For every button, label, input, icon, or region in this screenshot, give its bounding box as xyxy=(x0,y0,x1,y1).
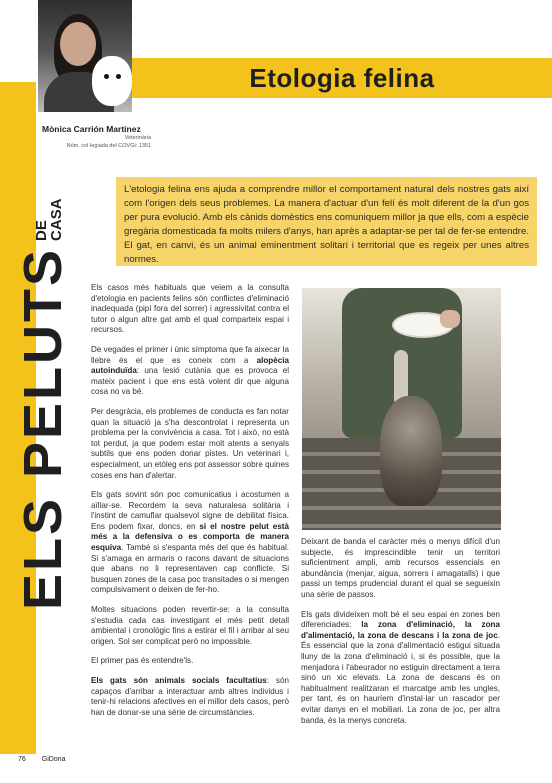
author-photo xyxy=(38,0,132,112)
section-title-small-top: DE xyxy=(33,220,50,241)
bold-text: Els gats són animals socials facultatius xyxy=(91,676,267,685)
text-run: : són capaços d'arribar a interactuar amb altres individus i tenir-hi relacions afectives en el millor dels casos, però han de donar-se una sèrie de circumstàncies. xyxy=(91,676,289,717)
author-face xyxy=(60,22,96,66)
lead-paragraph: L'etologia felina ens ajuda a comprendre millor el comportament natural dels nostres gats així com l'origen dels seus problemes. La manera d'actuar d'un felí és molt diferent de la d'un gos per pura evolució. Amb els cànids domèstics ens comuniquem millor ja que ells, com a espècie gregària domesticada fa molts milers d'anys, han après a adaptar-se per tal de fer-se entendre. El gat, en canvi, és un animal eminentment solitari i territorial que es regeix per unes altres normes. xyxy=(116,177,537,266)
paragraph: Deixant de banda el caràcter més o menys difícil d'un subjecte, és imprescindible tenir un territori suficientment ampli, amb recursos essencials en abundància (menjar, aigua, sorrers i amagatalls) i que passi un temps prudencial durant el qual se segueixin una sèrie de passos. xyxy=(301,537,500,599)
paragraph: Els casos més habituals que veiem a la consulta d'etologia en pacients felins són conflictes d'eliminació inadequada (pipí fora del sorrer) i agressivitat contra el tutor o algun altre gat amb el qual comparteix espai i recursos. xyxy=(91,283,289,335)
text-run: De vegades el primer i únic símptoma que fa aixecar la llebre és el que es coneix com a xyxy=(91,344,289,365)
cat xyxy=(380,396,442,506)
dog-eye xyxy=(104,74,109,79)
person-hand xyxy=(440,310,460,328)
dog-in-photo xyxy=(92,56,132,106)
dog-eye xyxy=(116,74,121,79)
text-run: . També si s'espanta més del que és habitual. Si s'amaga en armaris o racons davant de situacions que abans no li representaven cap conflicte. Si busquen zones de la casa poc transitades o si mengen compulsivament o deixen de fer-ho. xyxy=(91,543,289,595)
article-title: Etologia felina xyxy=(249,62,435,93)
text-run: . És essencial que la zona d'alimentació estigui situada lluny de la zona d'eliminació i, si és possible, que la menjadora i l'abeurador no estiguin directament a terra sinó un xic elevats. La zona de descans és on habitualment realitzaran el marcatge amb les ungles, per tant, és on hauríem d'instal·lar un rascador per evitar danys en el mobiliari. La zona de joc, per altra banda, és la menys concreta. xyxy=(301,630,500,725)
magazine-name: GiDona xyxy=(41,756,66,763)
paragraph xyxy=(91,676,289,718)
text-run: : una lesió cutània que es provoca el mateix pacient i que ens està volent dir que alguna cosa no va bé. xyxy=(91,366,289,397)
author-registration: Núm. col·legiada del COVGi: 1351 xyxy=(66,143,151,150)
body-column-left xyxy=(91,283,289,727)
cat-photo xyxy=(302,288,501,530)
text-run: Els gats divideixen molt bé el seu espai en zones ben diferenciades: xyxy=(301,609,500,630)
section-title-small xyxy=(34,198,64,241)
section-title-main: ELS PELUTS xyxy=(13,246,73,610)
paragraph xyxy=(91,490,289,596)
section-title xyxy=(10,198,73,610)
page-number: 76 xyxy=(18,756,26,763)
author-name: Mònica Carrión Martínez xyxy=(42,124,141,134)
bold-text: la zona d'eliminació, la zona d'alimentació, la zona de descans i la zona de joc xyxy=(301,620,500,640)
article-title-bar xyxy=(132,58,552,98)
author-role: Veterinària xyxy=(124,135,151,141)
text-run: Els gats sovint són poc comunicatius i acostumen a aïllar-se. Recordem la seva naturalesa solitària i l'instint de camuflar qualsevol signe de debilitat física. Ens podem fixar, doncs, en xyxy=(91,490,289,531)
paragraph: Per desgràcia, els problemes de conducta es fan notar quan la situació ja s'ha descontrolat i representa un problema per la convivència a casa. Tot i això, no està tot perdut, ja que podem estar molt atents a senyals subtils que ens poden donar pistes. Un veterinari i, especialment, un etòleg ens pot assessor sobre quines coses ens han d'alertar. xyxy=(91,406,289,480)
author-block xyxy=(42,124,222,151)
paragraph xyxy=(91,345,289,398)
paragraph xyxy=(301,610,500,727)
bold-text: si el nostre pelut està més a la defensiva o es comporta de manera esquiva xyxy=(91,521,289,553)
paragraph: Moltes situacions poden revertir-se: a la consulta s'estudia cada cas investigant el més petit detall ambiental i cronològic fins a estirar el fil i arribar al seu origen. Sol ser complicat però no impossible. xyxy=(91,605,289,646)
page-footer xyxy=(18,756,79,763)
bold-text: alopècia autoinduïda xyxy=(91,355,289,376)
section-title-small-bottom: CASA xyxy=(48,198,65,241)
body-column-right xyxy=(301,537,500,735)
paragraph: El primer pas és entendre'ls. xyxy=(91,656,194,666)
